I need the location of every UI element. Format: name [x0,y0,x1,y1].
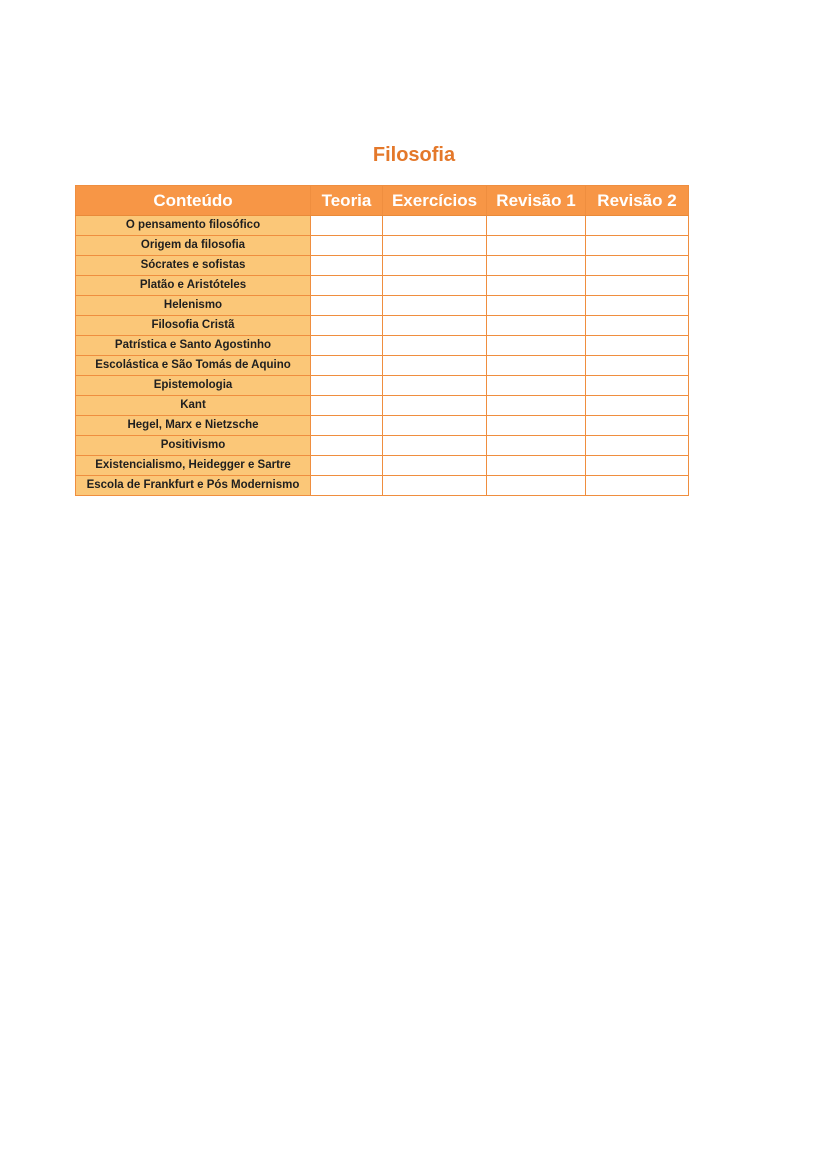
schedule-cell-revisao-1 [487,276,586,296]
schedule-cell-teoria [311,236,383,256]
schedule-cell-revisao-1 [487,356,586,376]
schedule-cell-exercicios [383,256,487,276]
schedule-cell-teoria [311,456,383,476]
topic-label: Kant [76,396,311,416]
schedule-cell-exercicios [383,416,487,436]
schedule-cell-teoria [311,436,383,456]
schedule-cell-exercicios [383,236,487,256]
topic-label: Origem da filosofia [76,236,311,256]
table-row [76,476,689,496]
column-header-exercicios: Exercícios [383,186,487,216]
table-row [76,356,689,376]
schedule-cell-revisao-2 [586,356,689,376]
schedule-cell-teoria [311,396,383,416]
topic-label: Escola de Frankfurt e Pós Modernismo [76,476,311,496]
topic-label: Helenismo [76,296,311,316]
study-schedule [75,185,689,496]
schedule-cell-revisao-2 [586,396,689,416]
table-row [76,216,689,236]
table-row [76,276,689,296]
schedule-cell-revisao-2 [586,296,689,316]
schedule-cell-revisao-1 [487,456,586,476]
schedule-cell-teoria [311,296,383,316]
table-row [76,256,689,276]
column-header-revisao-1: Revisão 1 [487,186,586,216]
column-header-teoria: Teoria [311,186,383,216]
schedule-cell-teoria [311,336,383,356]
schedule-cell-revisao-1 [487,256,586,276]
schedule-cell-revisao-1 [487,436,586,456]
topic-label: Sócrates e sofistas [76,256,311,276]
schedule-cell-exercicios [383,276,487,296]
schedule-cell-revisao-2 [586,416,689,436]
header-row [76,186,689,216]
table-row [76,376,689,396]
schedule-cell-revisao-1 [487,336,586,356]
topic-label: Positivismo [76,436,311,456]
schedule-cell-exercicios [383,216,487,236]
schedule-cell-exercicios [383,456,487,476]
schedule-cell-exercicios [383,476,487,496]
schedule-cell-revisao-1 [487,396,586,416]
table-row [76,296,689,316]
schedule-cell-revisao-2 [586,456,689,476]
schedule-cell-revisao-1 [487,476,586,496]
topic-label: Existencialismo, Heidegger e Sartre [76,456,311,476]
schedule-cell-revisao-1 [487,376,586,396]
topic-label: Patrística e Santo Agostinho [76,336,311,356]
schedule-cell-revisao-1 [487,316,586,336]
schedule-cell-exercicios [383,336,487,356]
schedule-cell-teoria [311,216,383,236]
topic-label: Epistemologia [76,376,311,396]
topic-label: Hegel, Marx e Nietzsche [76,416,311,436]
schedule-cell-revisao-2 [586,476,689,496]
table-row [76,456,689,476]
study-schedule-table [75,185,689,496]
schedule-cell-exercicios [383,376,487,396]
schedule-cell-teoria [311,476,383,496]
schedule-cell-revisao-2 [586,256,689,276]
table-row [76,236,689,256]
schedule-cell-teoria [311,256,383,276]
schedule-cell-exercicios [383,356,487,376]
schedule-cell-revisao-1 [487,236,586,256]
schedule-cell-exercicios [383,436,487,456]
topic-label: Platão e Aristóteles [76,276,311,296]
column-header-conteudo: Conteúdo [76,186,311,216]
topic-label: O pensamento filosófico [76,216,311,236]
schedule-cell-revisao-1 [487,296,586,316]
table-row [76,336,689,356]
topic-label: Filosofia Cristã [76,316,311,336]
schedule-cell-revisao-2 [586,236,689,256]
schedule-cell-revisao-2 [586,436,689,456]
table-row [76,316,689,336]
topic-label: Escolástica e São Tomás de Aquino [76,356,311,376]
table-row [76,396,689,416]
column-header-revisao-2: Revisão 2 [586,186,689,216]
table-row [76,416,689,436]
schedule-table-body [76,216,689,496]
schedule-cell-exercicios [383,296,487,316]
table-row [76,436,689,456]
schedule-cell-teoria [311,276,383,296]
schedule-cell-teoria [311,416,383,436]
schedule-cell-revisao-2 [586,376,689,396]
schedule-cell-revisao-2 [586,316,689,336]
schedule-cell-revisao-2 [586,276,689,296]
schedule-cell-revisao-2 [586,216,689,236]
schedule-cell-revisao-2 [586,336,689,356]
schedule-cell-exercicios [383,396,487,416]
schedule-cell-revisao-1 [487,416,586,436]
schedule-cell-teoria [311,356,383,376]
schedule-cell-revisao-1 [487,216,586,236]
page-title: Filosofia [372,144,456,166]
schedule-cell-exercicios [383,316,487,336]
schedule-cell-teoria [311,316,383,336]
schedule-cell-teoria [311,376,383,396]
